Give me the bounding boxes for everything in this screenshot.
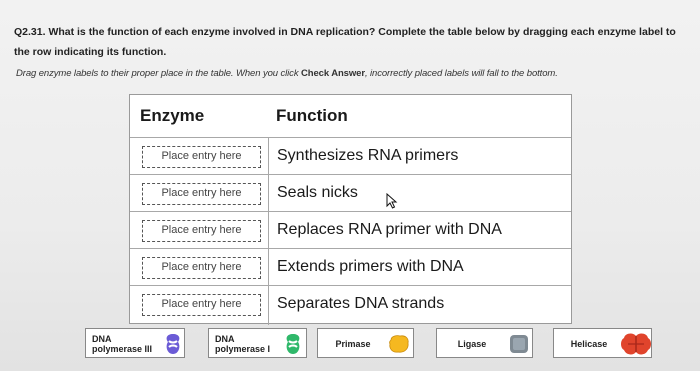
label-dna-polymerase-iii[interactable]	[85, 328, 185, 358]
drop-slot[interactable]: Place entry here	[142, 257, 261, 279]
function-column-header: Function	[276, 106, 348, 125]
function-text: Separates DNA strands	[277, 295, 445, 312]
orange-blob-icon	[388, 334, 410, 354]
instructions-text: Drag enzyme labels to their proper place in the table. When you click Check Answer, incorrectly placed labels will fall to the bottom.	[16, 68, 558, 79]
drop-slot[interactable]: Place entry here	[142, 183, 261, 205]
mouse-cursor-icon	[386, 193, 398, 209]
function-text: Extends primers with DNA	[277, 258, 464, 275]
label-primase[interactable]	[317, 328, 414, 358]
label-text: Helicase	[570, 339, 608, 349]
label-helicase[interactable]	[553, 328, 652, 358]
table-row	[130, 285, 571, 322]
table-row	[130, 137, 571, 174]
function-text: Replaces RNA primer with DNA	[277, 221, 502, 238]
label-dna-polymerase-i[interactable]	[208, 328, 307, 358]
purple-clamp-icon	[164, 333, 182, 355]
drop-slot[interactable]: Place entry here	[142, 146, 261, 168]
table-row	[130, 174, 571, 211]
label-text: Primase	[335, 339, 371, 349]
red-helicase-icon	[620, 332, 652, 356]
label-line2: polymerase III	[92, 344, 153, 354]
label-ligase[interactable]	[436, 328, 533, 358]
question-text: Q2.31. What is the function of each enzyme involved in DNA replication? Complete the table below by dragging each enzyme label to the row indicating its function.	[14, 26, 676, 58]
drop-slot[interactable]: Place entry here	[142, 294, 261, 316]
function-text: Synthesizes RNA primers	[277, 147, 459, 164]
gray-square-icon	[509, 334, 529, 354]
enzyme-function-table	[129, 94, 572, 324]
label-line1: DNA	[92, 334, 112, 344]
enzyme-column-header: Enzyme	[140, 106, 205, 125]
label-line1: DNA	[215, 334, 235, 344]
drop-slot[interactable]: Place entry here	[142, 220, 261, 242]
check-answer-reference: Check Answer	[301, 68, 365, 79]
enzyme-label-bank	[85, 328, 690, 358]
green-clamp-icon	[284, 333, 302, 355]
table-row	[130, 248, 571, 285]
label-text: Ligase	[457, 339, 487, 349]
function-text: Seals nicks	[277, 184, 358, 201]
label-line2: polymerase I	[215, 344, 271, 354]
table-row	[130, 211, 571, 248]
